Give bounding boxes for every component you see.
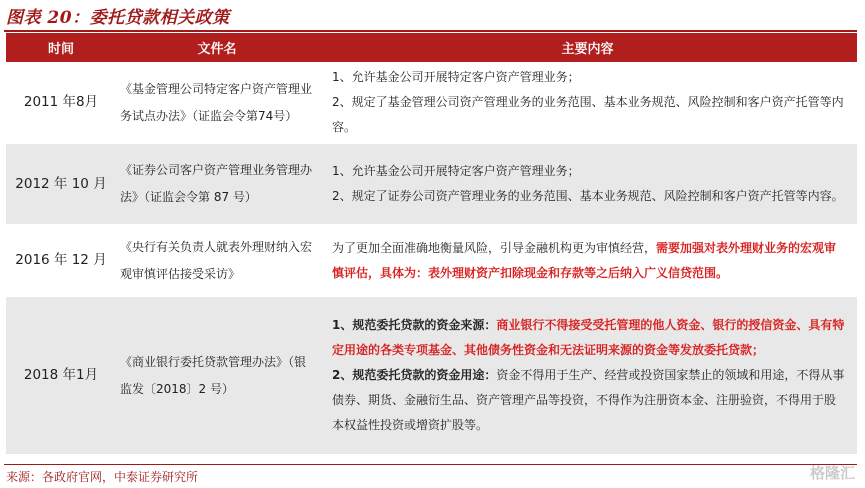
row-content [318, 297, 857, 455]
row-time: 2016 年 12 月 [6, 225, 116, 297]
content-plain: 为了更加全面准确地衡量风险，引导金融机构更为审慎经营， [332, 240, 657, 255]
row-content [318, 62, 857, 144]
table-row [6, 62, 857, 144]
figure-title: 图表 20：委托贷款相关政策 [6, 8, 230, 28]
row-content [318, 225, 857, 297]
bottom-divider [4, 464, 857, 465]
row-time: 2012 年 10 月 [6, 144, 116, 225]
policy-table [6, 33, 857, 455]
row-document: 《证券公司客户资产管理业务管理办法》（证监会令第 87 号） [116, 144, 318, 225]
paragraph-label: 2、规范委托贷款的资金用途： [332, 368, 497, 382]
content-line: 1、允许基金公司开展特定客户资产管理业务； [332, 70, 580, 84]
row-document: 《基金管理公司特定客户资产管理业务试点办法》（证监会令第74号） [116, 62, 318, 144]
watermark-logo: 格隆汇 [809, 464, 855, 482]
content-line: 2、规定了证券公司资产管理业务的业务范围、基本业务规范、风险控制和客户资产托管等内容。 [332, 189, 844, 203]
paragraph-label: 1、规范委托贷款的资金来源： [332, 318, 497, 332]
source-note: 来源：各政府官网，中泰证券研究所 [6, 470, 199, 484]
header-time: 时间 [6, 33, 116, 62]
content-paragraph [332, 313, 847, 363]
content-line: 1、允许基金公司开展特定客户资产管理业务； [332, 164, 580, 178]
content-plain: 资金不得用于生产、经营或投资国家禁止的领域和用途，不得从事债券、期货、金融衍生品、资产管理产品等投资，不得作为注册资本金、注册验资，不得用于股本权益性投资或增资扩股等。 [332, 368, 845, 432]
header-document: 文件名 [116, 33, 318, 62]
title-divider [4, 30, 857, 32]
table-row [6, 297, 857, 455]
table-row [6, 225, 857, 297]
row-time: 2018 年1月 [6, 297, 116, 455]
content-highlight: 需要加强对表外理财业务的宏观审慎评估，具体为：表外理财资产扣除现金和存款等之后纳入广义信贷范围。 [332, 240, 837, 280]
row-content [318, 144, 857, 225]
table-header-row [6, 33, 857, 62]
row-time: 2011 年8月 [6, 62, 116, 144]
row-document: 《商业银行委托贷款管理办法》（银监发〔2018〕2 号） [116, 297, 318, 455]
content-paragraph [332, 363, 847, 438]
content-line: 2、规定了基金管理公司资产管理业务的业务范围、基本业务规范、风险控制和客户资产托管等内容。 [332, 95, 844, 134]
content-highlight: 商业银行不得接受受托管理的他人资金、银行的授信资金、具有特定用途的各类专项基金、其他债务性资金和无法证明来源的资金等发放委托贷款； [332, 318, 845, 357]
header-content: 主要内容 [318, 33, 857, 62]
row-document: 《央行有关负责人就表外理财纳入宏观审慎评估接受采访》 [116, 225, 318, 297]
table-row [6, 144, 857, 225]
